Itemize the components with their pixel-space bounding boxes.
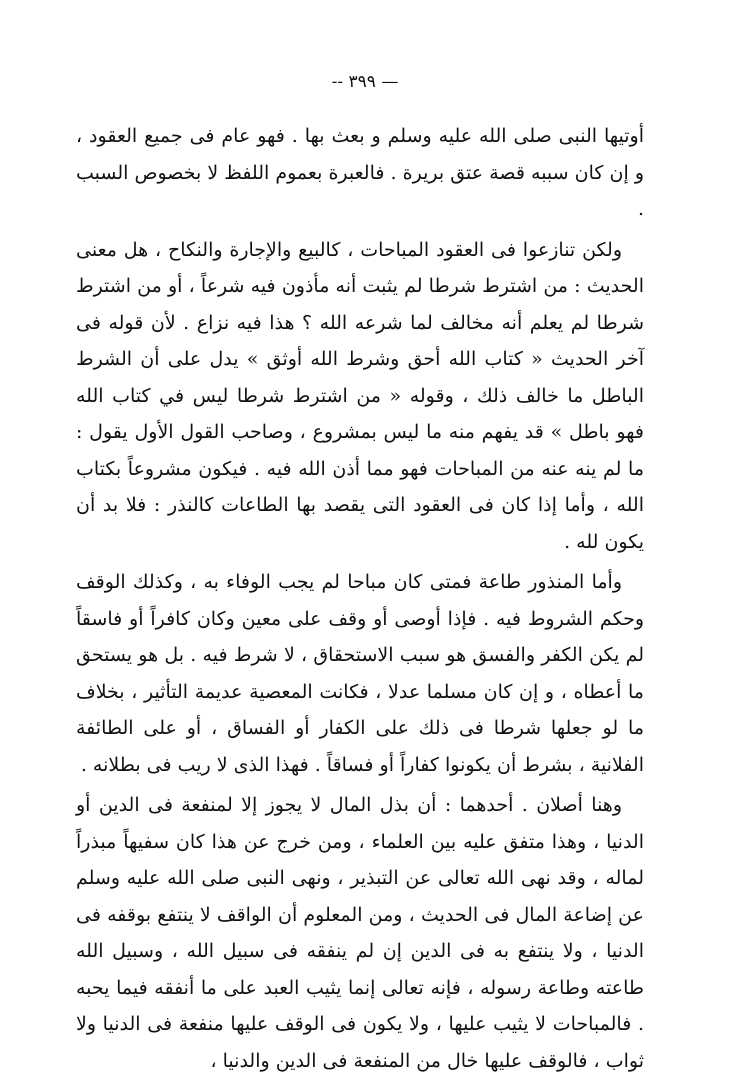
- paragraph: وأما المنذور طاعة فمتى كان مباحا لم يجب الوفاء به ، وكذلك الوقف وحكم الشروط فيه . فإذا أوصى أو وقف على معين وكان كافراً أو فاسقاً لم يكن الكفر والفسق هو سبب الاستحقاق ، لا شرط فيه . بل هو يستحق ما أعطاه ، و إن كان مسلما عدلا ، فكانت المعصية عديمة التأثير ، بخلاف ما لو جعلها شرطا فى ذلك على الكفار أو الفساق ، أو على الطائفة الفلانية ، بشرط أن يكونوا كفاراً أو فساقاً . فهذا الذى لا ريب فى بطلانه .: [76, 571, 644, 776]
- paragraph: أوتيها النبى صلى الله عليه وسلم و بعث بها . فهو عام فى جميع العقود ، و إن كان سببه قصة عتق بريرة . فالعبرة بعموم اللفظ لا بخصوص السبب .: [76, 125, 644, 220]
- paragraph: وهنا أصلان . أحدهما : أن بذل المال لا يجوز إلا لمنفعة فى الدين أو الدنيا ، وهذا متفق عليه بين العلماء ، ومن خرج عن هذا كان سفيهاً مبذراً لماله ، وقد نهى الله تعالى عن التبذير ، ونهى النبى صلى الله عليه وسلم عن إضاعة المال فى الحديث ، ومن المعلوم أن الواقف لا ينتفع بوقفه فى الدنيا ، ولا ينتفع به فى الدين إن لم ينفقه فى سبيل الله ، وسبيل الله طاعته وطاعة رسوله ، فإنه تعالى إنما يثيب العبد على ما أنفقه فيما يحبه . فالمباحات لا يثيب عليها ، ولا يكون فى الوقف عليها منفعة فى الدنيا ولا ثواب ، فالوقف عليها خال من المنفعة فى الدين والدنيا ،: [76, 794, 644, 1072]
- paragraph: ولكن تنازعوا فى العقود المباحات ، كالبيع والإجارة والنكاح ، هل معنى الحديث : من اشترط شرطا لم يثبت أنه مأذون فيه شرعاً ، أو من اشترط شرطا لم يعلم أنه مخالف لما شرعه الله ؟ هذا فيه نزاع . لأن قوله فى آخر الحديث « كتاب الله أحق وشرط الله أوثق » يدل على أن الشرط الباطل ما خالف ذلك ، وقوله « من اشترط شرطا ليس في كتاب الله فهو باطل » قد يفهم منه ما ليس بمشروع ، وصاحب القول الأول يقول : ما لم ينه عنه من المباحات فهو مما أذن الله فيه . فيكون مشروعاً بكتاب الله ، وأما إذا كان فى العقود التى يقصد بها الطاعات كالنذر : فلا بد أن يكون لله .: [76, 238, 644, 553]
- page-number: — ٣٩٩ --: [331, 72, 399, 92]
- body-text: [76, 118, 644, 1083]
